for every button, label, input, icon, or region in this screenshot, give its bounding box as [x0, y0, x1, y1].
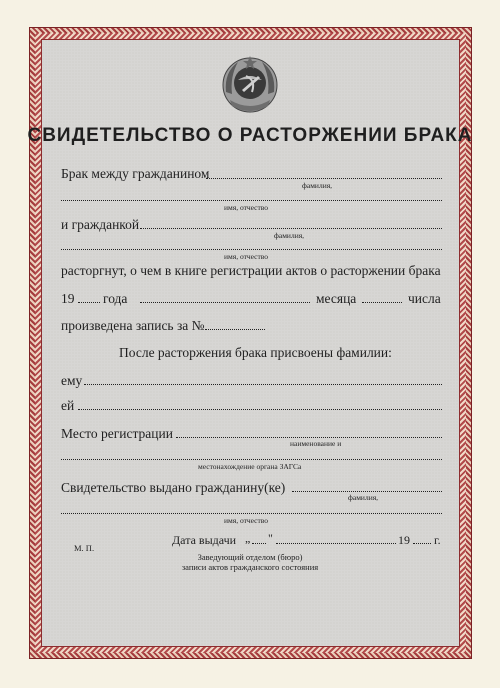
wife-surname-hint: фамилия,	[274, 231, 305, 240]
place-location-line	[61, 459, 442, 460]
record-number-line	[205, 329, 265, 330]
husband-name-line	[61, 200, 442, 201]
issued-surname-hint: фамилия,	[348, 493, 379, 502]
head-title-line2: записи актов гражданского состояния	[181, 562, 319, 572]
month-label: месяца	[316, 291, 357, 306]
wife-name-line	[61, 249, 442, 250]
wife-label: и гражданкой	[61, 217, 140, 232]
issued-label: Свидетельство выдано гражданину(ке)	[61, 480, 286, 495]
head-title-line1: Заведующий отделом (бюро)	[197, 552, 303, 562]
year-prefix: 19	[61, 291, 75, 306]
year-label: года	[103, 291, 128, 306]
ussr-state-emblem-icon	[216, 52, 284, 118]
place-name-hint: наименование и	[290, 439, 342, 448]
husband-name-hint: имя, отчество	[224, 203, 269, 212]
him-surname-line	[84, 384, 442, 385]
issue-year-suffix: г.	[434, 533, 441, 547]
him-label: ему	[61, 373, 83, 388]
place-location-hint: местонахождение органа ЗАГСа	[198, 462, 302, 471]
quote-close: "	[268, 531, 273, 545]
day-label: числа	[408, 291, 441, 306]
page-title: СВИДЕТЕЛЬСТВО О РАСТОРЖЕНИИ БРАКА	[27, 125, 473, 146]
her-label: ей	[61, 398, 75, 413]
day-line	[362, 302, 402, 303]
month-line	[140, 302, 310, 303]
issued-name-line	[61, 513, 442, 514]
record-label: произведена запись за №	[61, 318, 205, 333]
place-label: Место регистрации	[61, 426, 173, 441]
issue-year-prefix: 19	[398, 533, 410, 547]
place-name-line	[176, 437, 442, 438]
her-surname-line	[78, 409, 442, 410]
issue-day-line	[252, 543, 266, 544]
issue-year-line	[413, 543, 431, 544]
dissolved-text: расторгнут, о чем в книге регистрации актов о расторжении брака	[61, 263, 441, 278]
surnames-heading: После расторжения брака присвоены фамилии:	[119, 345, 392, 360]
issue-month-line	[276, 543, 396, 544]
quote-open: „	[245, 531, 251, 545]
husband-label: Брак между гражданином	[61, 166, 210, 181]
issue-date-label: Дата выдачи	[172, 533, 237, 547]
issued-surname-line	[292, 491, 442, 492]
husband-surname-hint: фамилия,	[302, 181, 333, 190]
husband-surname-line	[206, 178, 442, 179]
wife-name-hint: имя, отчество	[224, 252, 269, 261]
issued-name-hint: имя, отчество	[224, 516, 269, 525]
wife-surname-line	[140, 228, 442, 229]
year-line	[78, 302, 100, 303]
stamp-label: М. П.	[74, 543, 95, 553]
